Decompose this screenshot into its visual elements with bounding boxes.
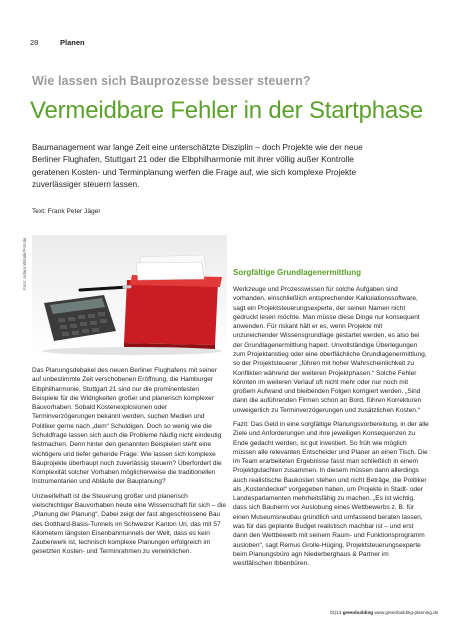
page-footer	[330, 610, 438, 615]
body-paragraph: Unzweifelhaft ist die Steuerung großer und planerisch vielschichtiger Bauvorhaben heute eine Wissenschaft für sich – die „Planung der Planung“. Dabei zeigt der fast abgeschlossene Bau des Gotthard-Basis-Tunnels im Schweizer Kanton Uri, das mit 57 Kilometern längsten Eisenbahntunnels der Welt, dass es kein Zauberwerk ist, technisch komplexe Planungen erfolgreich im gesetzten Kosten- und Terminrahmen zu verwirklichen.	[32, 492, 226, 556]
running-header	[30, 38, 85, 47]
article-photo	[32, 235, 227, 357]
lead-paragraph: Baumanagement war lange Zeit eine unterschätzte Disziplin – doch Projekte wie der neue Berliner Flughafen, Stuttgart 21 oder die Elbphilharmonie mit ihrer völlig außer Kontrolle geratenen Kosten- und Terminplanung werfen die Frage auf, wie sich komplexe Projekte zuverlässiger steuern lassen.	[32, 142, 363, 190]
body-paragraph: Das Planungsdebakel des neuen Berliner Flughafens mit seiner auf unbestimmte Zeit verschobenen Eröffnung, die Hamburger Elbphilharmonie, Stuttgart 21 sind nur die prominentesten Beispiele für die Widrigkeiten großer und planerisch komplexer Bauvorhaben. Sobald Kostenexplosionen oder Terminverzögerungen bekannt werden, suchen Medien und Politiker gerne nach „dem“ Schuldigen. Doch so wenig wie die Schuldfrage lassen sich auch die Probleme häufig nicht eindeutig festmachen. Denn hinter den genannten Beispielen steht eine wichtigere und tiefer gehende Frage: Wie lassen sich komplexe Bauprojekte überhaupt noch zuverlässig steuern? Überfordert die Komplexität solcher Vorhaben möglicherweise die traditionellen Instrumentarien und Abläufe der Bauplanung?	[32, 367, 222, 486]
kicker: Wie lassen sich Bauprozesse besser steuern?	[32, 74, 311, 88]
body-paragraph: Fazit: Das Geld in eine sorgfältige Planungsvorbereitung, in der alle Ziele und Anforderungen und ihre jeweiligen Konsequenzen zu Ende gedacht werden, ist gut investiert. So früh wie möglich müssen alle relevanten Entscheider und Planer an einen Tisch. Die im Team erarbeiteten Ergebnisse fasst man schließlich in einem Projektgutachten zusammen. In diesem müssen dann allerdings auch realistische Baukosten stehen und nicht Beträge, die Politiker als „Kostendeckel“ vorgegeben haben, um Projekte in Stadt- oder Landesparlamenten mehrheitsfähig zu machen. „Es ist wichtig, dass sich Bauherrn vor Auslobung eines Wettbewerbs z. B. für einen Museumsneubau gründlich und umfassend beraten lassen, was für das geplante Budget realistisch machbar ist – und erst dann den Wettbewerb mit seinem Raum- und Funktionsprogramm ausloben“, sagt Remus Grolle-Hüging, Projektsteuerungsexperte beim Planungsbüro agn Niederberghaus & Partner im westfälischen Ibbenbüren.	[233, 420, 429, 568]
headline: Vermeidbare Fehler in der Startphase	[30, 97, 424, 124]
body-paragraph: Werkzeuge und Prozesswissen für solche Aufgaben sind vorhanden, einschließlich entsprechender Kalkulationssoftware, sagt ein Projektsteuerungsexperte, der seinen Namen nicht gedruckt lesen möchte. Man müsse diese Dinge nur konsequent anwenden. Für riskant hält er es, wenn Projekte mit unzureichender Wissensgrundlage gestartet werden, es also bei der Grundlagenermittlung hapert. Unvollständige Überlegungen zum Projektanstieg oder eine oberflächliche Grundlagenermittlung, so der Projektsteuerer „führen mit hoher Wahrscheinlichkeit zu Konflikten während der weiteren Projektphasen.“ Solche Fehler könnten im weiteren Verlauf oft nicht mehr oder nur noch mit großem Aufwand und bleibenden Folgen korrigiert werden. „Sind dann die auführenden Firmen schon an Bord, führen Korrekturen unweigerlich zu Terminverzögerungen und zusätzlichen Kosten.“	[233, 286, 427, 414]
section-name: Planen	[60, 38, 85, 47]
section-subhead: Sorgfältige Grundlagenermittlung	[233, 268, 362, 277]
desk-scene-image	[32, 235, 227, 357]
photo-credit: Foto: Adam Wiśnik/Fotolia	[22, 237, 27, 290]
right-column	[233, 285, 429, 568]
author-byline: Text: Frank Peter Jäger	[32, 208, 101, 215]
issue-number: 01|13	[330, 610, 342, 615]
page-number: 28	[30, 38, 39, 47]
website-url: www.greenbuilding-planning.de	[374, 610, 439, 615]
left-column	[32, 366, 226, 557]
magazine-brand: greenbuilding	[342, 610, 374, 615]
